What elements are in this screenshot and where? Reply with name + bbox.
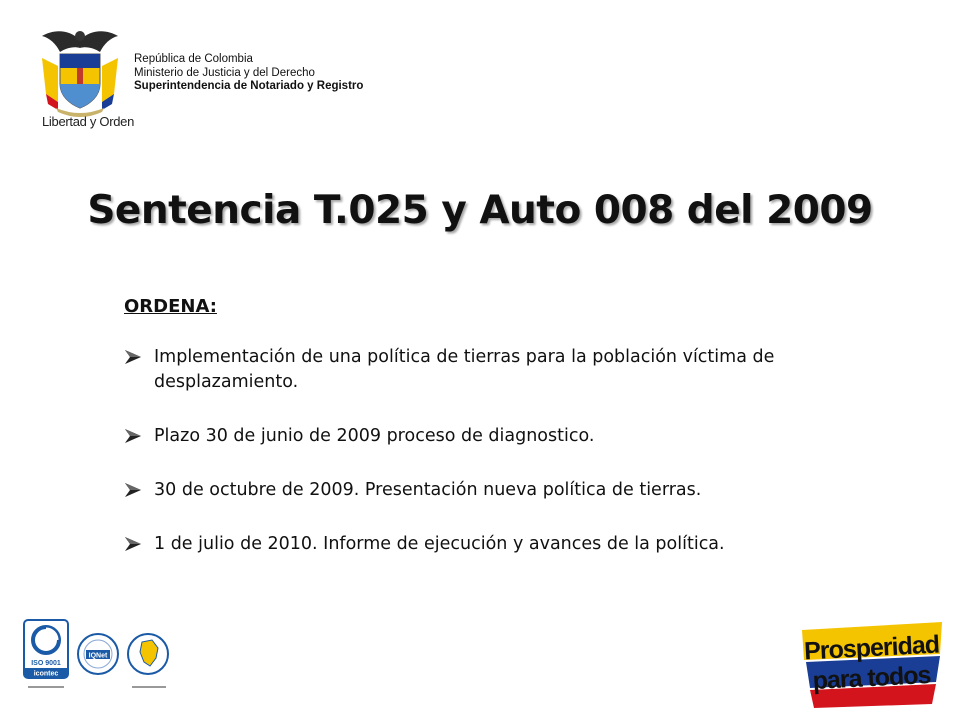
bullet-item bbox=[124, 532, 864, 557]
iqnet-label: IQNet bbox=[88, 652, 108, 660]
agency-line-country: República de Colombia bbox=[134, 53, 253, 65]
arrow-bullet-icon bbox=[124, 428, 142, 444]
brand-line-1: Prosperidad bbox=[803, 630, 940, 666]
arrow-bullet-icon bbox=[124, 482, 142, 498]
bullet-text: Implementación de una política de tierras para la población víctima de desplazamiento. bbox=[154, 347, 775, 392]
motto-text: Libertad y Orden bbox=[42, 114, 135, 129]
bullet-item bbox=[124, 345, 864, 395]
agency-line-superintendency: Superintendencia de Notariado y Registro bbox=[134, 80, 364, 92]
government-seal-logo bbox=[128, 634, 168, 688]
slide-title: Sentencia T.025 y Auto 008 del 2009 bbox=[87, 188, 873, 233]
arrow-bullet-icon bbox=[124, 536, 142, 552]
subheading: ORDENA: bbox=[124, 296, 217, 317]
header bbox=[30, 22, 450, 142]
iqnet-logo bbox=[78, 634, 118, 674]
bullet-text: 1 de julio de 2010. Informe de ejecución y avances de la política. bbox=[154, 534, 725, 554]
icontec-iso-logo bbox=[24, 620, 68, 688]
bullet-item bbox=[124, 424, 864, 449]
agency-name bbox=[134, 53, 363, 94]
agency-line-ministry: Ministerio de Justicia y del Derecho bbox=[134, 66, 315, 79]
slide-body bbox=[124, 294, 864, 586]
bullet-item bbox=[124, 478, 864, 503]
prosperidad-para-todos-logo bbox=[796, 616, 946, 710]
brand-line-2: para todos bbox=[812, 660, 932, 696]
icontec-label: icontec bbox=[33, 670, 59, 678]
certification-logos bbox=[22, 618, 182, 700]
arrow-bullet-icon bbox=[124, 349, 142, 365]
bullet-text: Plazo 30 de junio de 2009 proceso de diagnostico. bbox=[154, 426, 595, 446]
iso-label: ISO 9001 bbox=[31, 660, 61, 667]
bullet-text: 30 de octubre de 2009. Presentación nueva política de tierras. bbox=[154, 480, 702, 500]
